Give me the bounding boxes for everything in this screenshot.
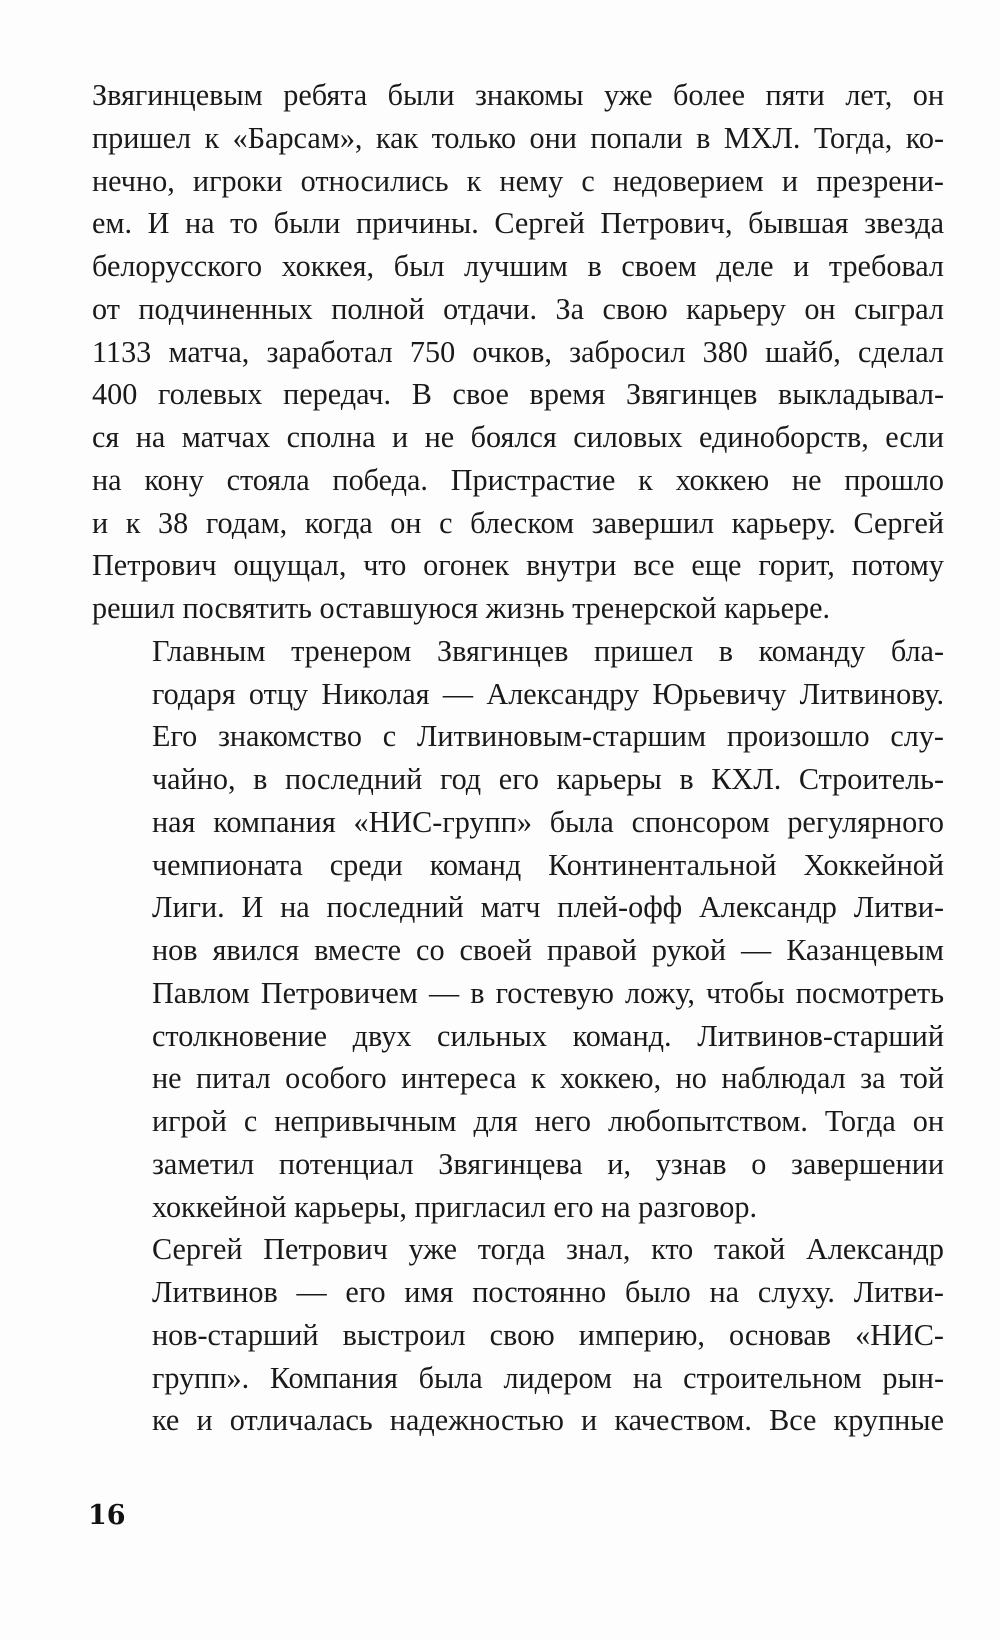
text-line: от подчиненных полной отдачи. За свою карьеру он сыграл	[92, 291, 944, 326]
text-line: заметил потенциал Звягинцева и, узнав о завершении	[152, 1146, 944, 1181]
text-line: Литвинов — его имя постоянно было на слуху. Литви-	[152, 1275, 944, 1309]
body-text	[92, 74, 944, 1442]
text-line: Лиги. И на последний матч плей-офф Александр Литви-	[152, 890, 944, 925]
text-line: ся на матчах сполна и не боялся силовых единоборств, если	[92, 420, 944, 454]
text-line: игрой с непривычным для него любопытством. Тогда он	[152, 1104, 944, 1138]
page-number: 16	[88, 1500, 126, 1531]
text-line: пришел к «Барсам», как только они попали в МХЛ. Тогда, ко-	[92, 120, 944, 155]
text-line: чемпионата среди команд Континентальной Хоккейной	[152, 847, 944, 882]
text-line: нечно, игроки относились к нему с недоверием и презрени-	[92, 163, 944, 198]
text-line: на кону стояла победа. Пристрастие к хоккею не прошло	[92, 462, 944, 497]
text-line: Звягинцевым ребята были знакомы уже более пяти лет, он	[92, 78, 944, 112]
text-line: решил посвятить оставшуюся жизнь тренерской карьере.	[92, 591, 831, 625]
text-line: хоккейной карьеры, пригласил его на разговор.	[152, 1189, 758, 1224]
paragraph	[92, 1228, 944, 1442]
text-line: Сергей Петрович уже тогда знал, кто такой Александр	[152, 1232, 944, 1267]
text-line: 400 голевых передач. В свое время Звягинцев выкладывал-	[92, 377, 944, 412]
text-line: не питал особого интереса к хоккею, но наблюдал за той	[152, 1061, 944, 1096]
text-line: чайно, в последний год его карьеры в КХЛ. Строитель-	[152, 762, 944, 796]
text-line: годаря отцу Николая — Александру Юрьевичу Литвинову.	[152, 676, 944, 711]
text-line: и к 38 годам, когда он с блеском завершил карьеру. Сергей	[92, 505, 944, 540]
text-line: ная компания «НИС-групп» была спонсором регулярного	[152, 804, 944, 839]
text-line: ем. И на то были причины. Сергей Петрович, бывшая звезда	[92, 206, 944, 241]
text-line: Павлом Петровичем — в гостевую ложу, чтобы посмотреть	[152, 975, 944, 1010]
text-line: белорусского хоккея, был лучшим в своем деле и требовал	[92, 249, 944, 283]
text-line: 1133 матча, заработал 750 очков, забросил 380 шайб, сделал	[92, 334, 944, 369]
text-line: Петрович ощущал, что огонек внутри все еще горит, потому	[92, 548, 944, 583]
text-line: столкновение двух сильных команд. Литвинов-старший	[152, 1018, 944, 1053]
text-line: групп». Компания была лидером на строительном рын-	[152, 1360, 944, 1395]
text-line: нов-старший выстроил свою империю, основав «НИС-	[152, 1317, 944, 1352]
text-line: ке и отличалась надежностью и качеством. Все крупные	[152, 1403, 944, 1438]
text-line: нов явился вместе со своей правой рукой — Казанцевым	[152, 933, 944, 967]
paragraph	[92, 74, 944, 630]
text-line: Его знакомство с Литвиновым-старшим произошло слу-	[152, 719, 944, 754]
text-line: Главным тренером Звягинцев пришел в команду бла-	[152, 633, 944, 668]
paragraph	[92, 630, 944, 1229]
